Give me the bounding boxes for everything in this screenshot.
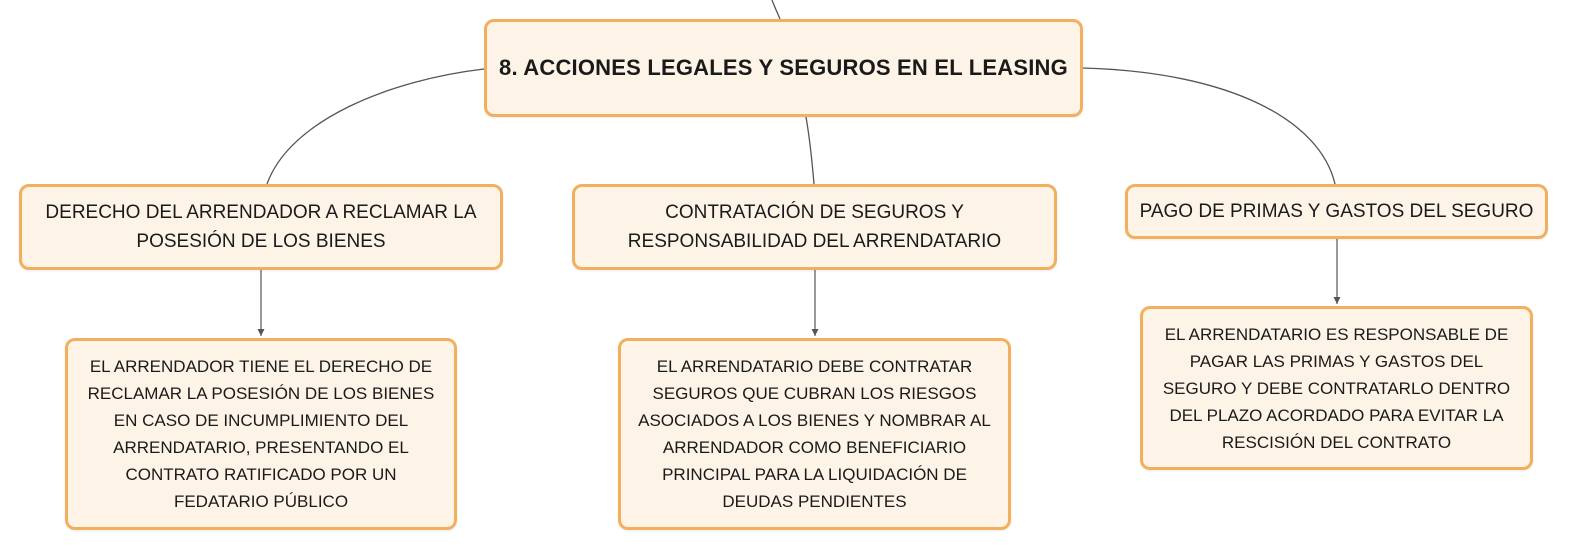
branch-node-contratacion-seguros[interactable] [572,184,1057,270]
branch-node-label: DERECHO DEL ARRENDADOR A RECLAMAR LA POSESIÓN DE LOS BIENES [45,202,477,252]
root-node-label: 8. ACCIONES LEGALES Y SEGUROS EN EL LEASING [499,55,1068,80]
branch-node-label: PAGO DE PRIMAS Y GASTOS DEL SEGURO [1139,201,1534,222]
detail-node-reclamar-posesion[interactable] [65,338,457,530]
branch-node-label: CONTRATACIÓN DE SEGUROS Y RESPONSABILIDAD DEL ARRENDATARIO [627,202,1002,252]
connector-root-branch-3 [1083,68,1335,184]
detail-node-text: EL ARRENDADOR TIENE EL DERECHO DE RECLAMAR LA POSESIÓN DE LOS BIENES EN CASO DE INCUMPLIMIENTO DEL ARRENDATARIO, PRESENTANDO EL CONTRATO RATIFICADO POR UN FEDATARIO PÚBLICO [87,357,435,511]
connector-root-branch-1 [267,69,484,184]
detail-node-pago-primas[interactable] [1140,306,1533,470]
branch-node-reclamar-posesion[interactable] [19,184,503,270]
branch-node-pago-primas[interactable] [1125,184,1548,239]
detail-node-contratacion-seguros[interactable] [618,338,1011,530]
detail-node-text: EL ARRENDATARIO ES RESPONSABLE DE PAGAR LAS PRIMAS Y GASTOS DEL SEGURO Y DEBE CONTRATARLO DENTRO DEL PLAZO ACORDADO PARA EVITAR LA RESCISIÓN DEL CONTRATO [1162,324,1511,452]
connector-root-branch-2 [806,117,814,184]
root-node[interactable] [484,19,1083,117]
detail-node-text: EL ARRENDATARIO DEBE CONTRATAR SEGUROS QUE CUBRAN LOS RIESGOS ASOCIADOS A LOS BIENES Y NOMBRAR AL ARRENDADOR COMO BENEFICIARIO PRINCIPAL PARA LA LIQUIDACIÓN DE DEUDAS PENDIENTES [638,357,991,511]
connector-incoming [772,0,780,19]
